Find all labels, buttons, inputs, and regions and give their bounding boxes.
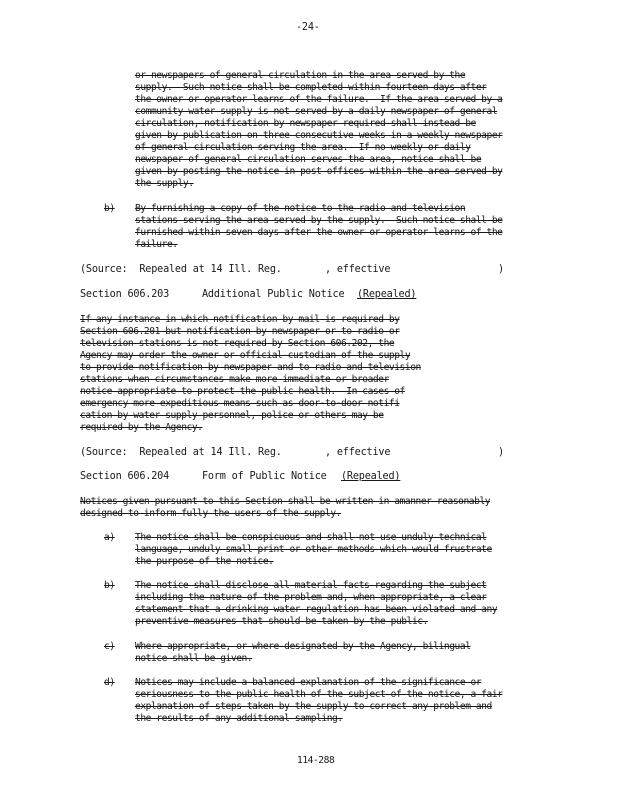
text-line: statement that a drinking water regulation has been violated and any — [135, 604, 498, 615]
text-line: language, unduly small print or other methods which would frustrate — [135, 544, 492, 555]
source-note-effective: , effective — [325, 264, 391, 275]
section-title: Form of Public Notice — [202, 471, 327, 482]
section-number: Section 606.204 — [80, 471, 170, 482]
page-number-bottom: 114-288 — [297, 755, 335, 766]
text-line: newspaper of general circulation serves the area, notice shall be — [135, 154, 482, 165]
source-note-close: ) — [498, 447, 504, 458]
text-line: Section 606.201 but notification by newspaper or to radio or — [80, 326, 400, 337]
text-line: notice shall be given. — [135, 653, 253, 664]
text-line: supply. Such notice shall be completed within fourteen days after — [135, 82, 487, 93]
text-line: explanation of steps taken by the supply to correct any problem and — [135, 701, 492, 712]
text-line: stations when circumstances make more immediate or broader — [80, 374, 389, 385]
source-note-prefix: (Source: Repealed at 14 Ill. Reg. — [80, 264, 282, 275]
text-line: designed to inform fully the users of the supply. — [80, 508, 341, 519]
section-title: Additional Public Notice — [202, 289, 345, 300]
text-line: Where appropriate, or where designated by the Agency, bilingual — [135, 641, 471, 652]
text-line: including the nature of the problem and, when appropriate, a clear — [135, 592, 487, 603]
text-line: preventive measures that should be taken by the public. — [135, 616, 428, 627]
list-marker: b) — [104, 580, 115, 591]
text-line: If any instance in which notification by mail is required by — [80, 314, 400, 325]
section-number: Section 606.203 — [80, 289, 170, 300]
text-line: Agency may order the owner or official custodian of the supply — [80, 350, 411, 361]
list-marker: d) — [104, 677, 115, 688]
text-line: or newspapers of general circulation in the area served by the — [135, 70, 466, 81]
list-marker: a) — [104, 532, 115, 543]
text-line: furnished within seven days after the owner or operator learns of the — [135, 227, 503, 238]
text-line: the results of any additional sampling. — [135, 713, 343, 724]
text-line: cation by water supply personnel, police or others may be — [80, 410, 384, 421]
section-status: (Repealed) — [357, 289, 417, 300]
text-line: Notices may include a balanced explanation of the significance or — [135, 677, 482, 688]
text-line: stations serving the area served by the supply. Such notice shall be — [135, 215, 503, 226]
text-line: failure. — [135, 239, 178, 250]
text-line: the purpose of the notice. — [135, 556, 274, 567]
text-line: the owner or operator learns of the failure. If the area served by a — [135, 94, 503, 105]
text-line: television stations is not required by Section 606.202, the — [80, 338, 395, 349]
text-line: The notice shall be conspicuous and shall not use unduly technical — [135, 532, 487, 543]
text-line: of general circulation serving the area. If no weekly or daily — [135, 142, 471, 153]
text-line: circulation, notification by newspaper required shall instead be — [135, 118, 476, 129]
list-marker: c) — [104, 641, 115, 652]
list-marker: b) — [104, 203, 115, 214]
text-line: Notices given pursuant to this Section shall be written in amanner reasonably — [80, 496, 491, 507]
source-note-prefix: (Source: Repealed at 14 Ill. Reg. — [80, 447, 282, 458]
source-note-effective: , effective — [325, 447, 391, 458]
text-line: given by publication on three consecutive weeks in a weekly newspaper — [135, 130, 503, 141]
text-line: seriousness to the public health of the subject of the notice, a fair — [135, 689, 503, 700]
text-line: emergency more expeditious means such as door-to-door notifi — [80, 398, 400, 409]
source-note-close: ) — [498, 264, 504, 275]
text-line: given by posting the notice in post offices within the area served by — [135, 166, 503, 177]
text-line: By furnishing a copy of the notice to the radio and television — [135, 203, 466, 214]
text-line: The notice shall disclose all material facts regarding the subject — [135, 580, 487, 591]
page-number-top: -24- — [296, 22, 320, 33]
text-line: to provide notification by newspaper and to radio and television — [80, 362, 421, 373]
text-line: notice appropriate to protect the public health. In cases of — [80, 386, 405, 397]
text-line: the supply. — [135, 178, 194, 189]
section-status: (Repealed) — [341, 471, 401, 482]
text-line: community water supply is not served by a daily newspaper of general — [135, 106, 498, 117]
text-line: required by the Agency. — [80, 422, 203, 433]
